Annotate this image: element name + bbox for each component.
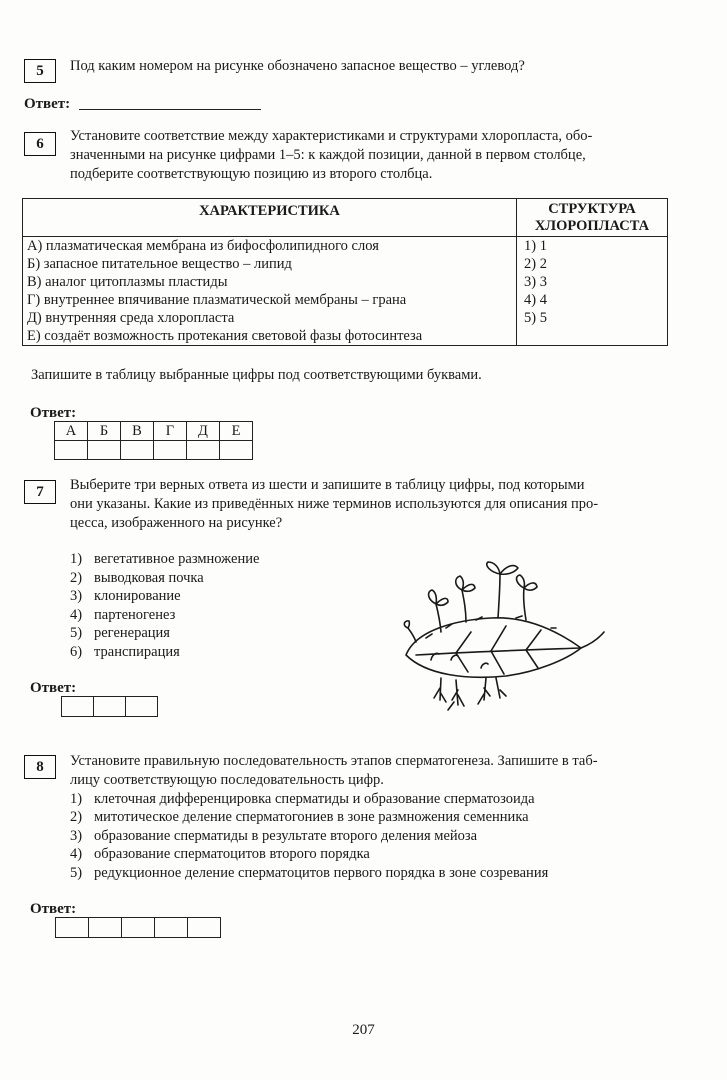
answer-cell[interactable] (62, 697, 94, 717)
question-8-text-line: Установите правильную последовательность этапов сперматогенеза. Запишите в таб- (70, 753, 598, 769)
question-7-number: 7 (24, 480, 56, 504)
question-8-number: 8 (24, 755, 56, 779)
letter-cell: А (55, 422, 88, 441)
question-6-answer-label: Ответ: (30, 405, 77, 421)
question-6-number: 6 (24, 132, 56, 156)
letter-cell: Д (187, 422, 220, 441)
structure-item: 1) 1 (524, 238, 547, 254)
question-5-text: Под каким номером на рисунке обозначено запасное вещество – углевод? (70, 58, 525, 74)
structures-list (517, 237, 668, 346)
option-item: 5) регенерация (70, 625, 170, 642)
characteristic-item: Б) запасное питательное вещество – липид (27, 256, 292, 272)
option-item: 6) транспирация (70, 643, 180, 660)
option-item: 2) выводковая почка (70, 569, 204, 586)
question-6-text (70, 127, 592, 184)
option-item: 1) клеточная дифференцировка сперматиды и образование сперматозоида (70, 791, 535, 807)
leaf-plantlets-illustration (396, 560, 611, 730)
question-7-text-line: Выберите три верных ответа из шести и запишите в таблицу цифры, под которыми (70, 477, 585, 493)
question-6-answer-grid (54, 421, 253, 460)
question-8-answer-label: Ответ: (30, 901, 77, 917)
question-5-answer-label: Ответ: (24, 96, 71, 112)
option-item: 3) клонирование (70, 588, 181, 605)
question-6-text-line: подберите соответствующую позицию из второго столбца. (70, 166, 433, 182)
answer-cell[interactable] (220, 441, 253, 460)
question-5-answer-field[interactable] (79, 109, 261, 110)
question-7-text-line: цесса, изображенного на рисунке? (70, 515, 283, 531)
question-6-instruction: Запишите в таблицу выбранные цифры под соответствующими буквами. (31, 367, 482, 383)
structure-item: 2) 2 (524, 256, 547, 272)
letter-cell: В (121, 422, 154, 441)
letter-cell: Г (154, 422, 187, 441)
answer-cell[interactable] (121, 441, 154, 460)
structure-header (517, 199, 668, 237)
answer-cell[interactable] (89, 918, 122, 938)
question-8-text (70, 752, 598, 790)
question-8-text-line: лицу соответствующую последовательность цифр. (70, 772, 384, 788)
structure-item: 4) 4 (524, 292, 547, 308)
characteristic-header: ХАРАКТЕРИСТИКА (23, 199, 517, 237)
answer-cell[interactable] (94, 697, 126, 717)
structure-header-line: СТРУКТУРА (548, 201, 636, 217)
question-7-text (70, 476, 598, 533)
option-item: 4) образование сперматоцитов второго порядка (70, 846, 370, 863)
letter-cell: Б (88, 422, 121, 441)
answer-cell[interactable] (126, 697, 158, 717)
question-5-number: 5 (24, 59, 56, 83)
answer-cell[interactable] (56, 918, 89, 938)
answer-cell[interactable] (122, 918, 155, 938)
page-number: 207 (352, 1022, 375, 1038)
question-8-answer-grid (55, 917, 221, 938)
characteristic-item: А) плазматическая мембрана из бифосфолипидного слоя (27, 238, 379, 254)
letter-cell: Е (220, 422, 253, 441)
question-7-text-line: они указаны. Какие из приведённых ниже терминов используются для описания про- (70, 496, 599, 512)
question-7-answer-label: Ответ: (30, 680, 77, 696)
matching-table (22, 198, 668, 346)
option-item: 4) партеногенез (70, 606, 176, 623)
structure-header-line: ХЛОРОПЛАСТА (534, 218, 650, 234)
question-6-text-line: значенными на рисунке цифрами 1–5: к каждой позиции, данной в первом столбце, (70, 147, 586, 163)
characteristics-list (23, 237, 517, 346)
characteristic-item: Г) внутреннее впячивание плазматической мембраны – грана (27, 292, 407, 308)
structure-item: 3) 3 (524, 274, 547, 290)
question-6-text-line: Установите соответствие между характеристиками и структурами хлоропласта, обо- (70, 128, 593, 144)
answer-cell[interactable] (155, 918, 188, 938)
answer-cell[interactable] (88, 441, 121, 460)
question-8-options (70, 790, 548, 882)
characteristic-item: В) аналог цитоплазмы пластиды (27, 274, 228, 290)
answer-cell[interactable] (154, 441, 187, 460)
answer-cell[interactable] (188, 918, 221, 938)
answer-cell[interactable] (187, 441, 220, 460)
question-7-answer-grid (61, 696, 158, 717)
option-item: 3) образование сперматиды в результате второго деления мейоза (70, 827, 478, 844)
structure-item: 5) 5 (524, 310, 547, 326)
question-7-options (70, 550, 259, 662)
characteristic-item: Е) создаёт возможность протекания световой фазы фотосинтеза (27, 328, 423, 344)
option-item: 5) редукционное деление сперматоцитов первого порядка в зоне созревания (70, 864, 549, 881)
answer-cell[interactable] (55, 441, 88, 460)
option-item: 1) вегетативное размножение (70, 551, 260, 567)
option-item: 2) митотическое деление сперматогониев в зоне размножения семенника (70, 809, 529, 826)
characteristic-item: Д) внутренняя среда хлоропласта (27, 310, 235, 326)
